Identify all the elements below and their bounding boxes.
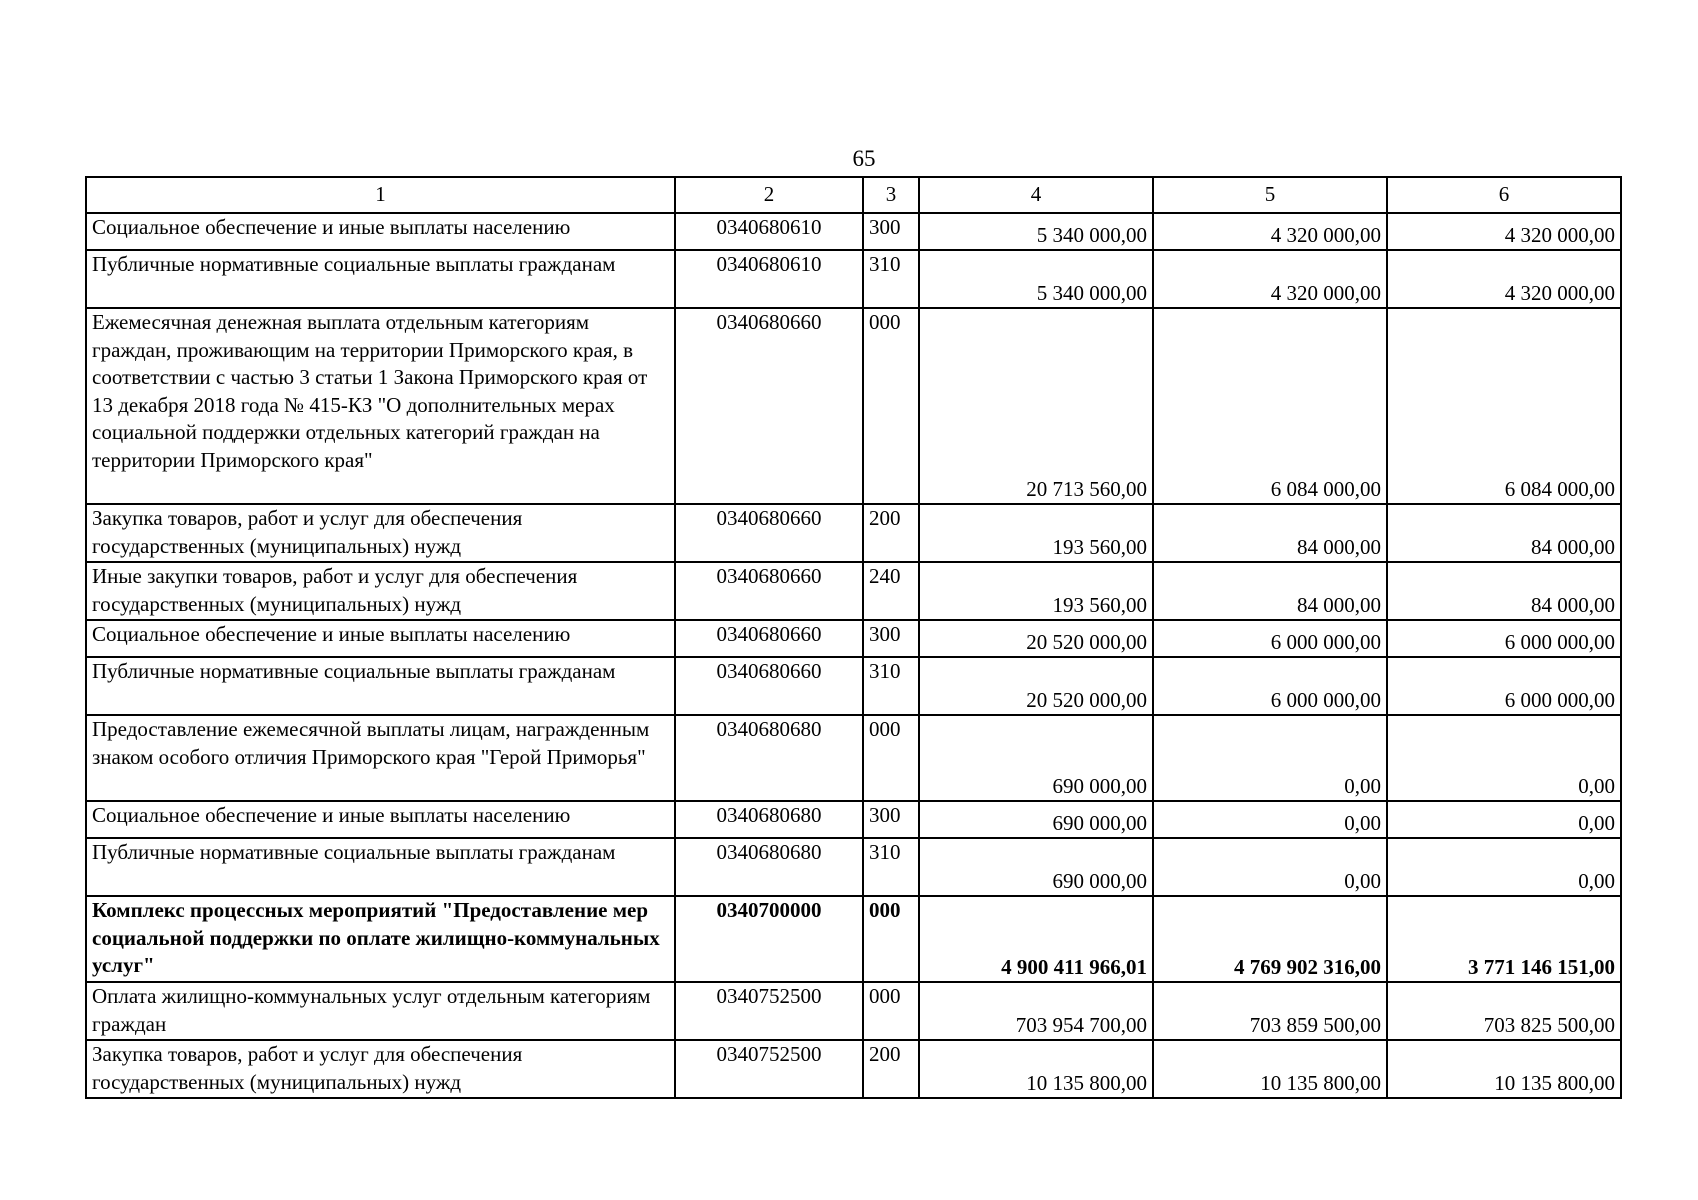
row-kvr-cell: 300 [863, 801, 919, 838]
row-name-cell: Закупка товаров, работ и услуг для обеспечения государственных (муниципальных) нужд [86, 504, 675, 562]
row-code-cell: 0340752500 [675, 1040, 863, 1098]
row-name-cell: Оплата жилищно-коммунальных услуг отдельным категориям граждан [86, 982, 675, 1040]
table-row [86, 896, 1621, 982]
row-amount-col4: 690 000,00 [919, 801, 1153, 838]
row-amount-col6: 6 000 000,00 [1387, 657, 1621, 715]
header-cell: 2 [675, 177, 863, 213]
row-kvr-cell: 200 [863, 1040, 919, 1098]
row-kvr-cell: 300 [863, 213, 919, 250]
table-row [86, 982, 1621, 1040]
table-row [86, 657, 1621, 715]
row-name-cell: Публичные нормативные социальные выплаты гражданам [86, 250, 675, 308]
row-kvr-cell: 000 [863, 896, 919, 982]
header-cell: 1 [86, 177, 675, 213]
row-amount-col4: 4 900 411 966,01 [919, 896, 1153, 982]
row-amount-col4: 703 954 700,00 [919, 982, 1153, 1040]
row-amount-col4: 10 135 800,00 [919, 1040, 1153, 1098]
row-code-cell: 0340680610 [675, 213, 863, 250]
row-amount-col6: 0,00 [1387, 838, 1621, 896]
row-amount-col6: 84 000,00 [1387, 504, 1621, 562]
row-amount-col6: 84 000,00 [1387, 562, 1621, 620]
row-amount-col5: 0,00 [1153, 715, 1387, 801]
table-row [86, 801, 1621, 838]
row-name-cell: Социальное обеспечение и иные выплаты населению [86, 620, 675, 657]
row-amount-col6: 10 135 800,00 [1387, 1040, 1621, 1098]
header-row [86, 177, 1621, 213]
header-cell: 4 [919, 177, 1153, 213]
row-name-cell: Публичные нормативные социальные выплаты гражданам [86, 657, 675, 715]
table-row [86, 1040, 1621, 1098]
row-name-cell: Иные закупки товаров, работ и услуг для обеспечения государственных (муниципальных) нужд [86, 562, 675, 620]
header-cell: 6 [1387, 177, 1621, 213]
row-name-cell: Предоставление ежемесячной выплаты лицам, награжденным знаком особого отличия Приморского края "Герой Приморья" [86, 715, 675, 801]
row-amount-col6: 6 084 000,00 [1387, 308, 1621, 504]
row-code-cell: 0340680660 [675, 620, 863, 657]
table-row [86, 715, 1621, 801]
row-code-cell: 0340680660 [675, 657, 863, 715]
row-code-cell: 0340680680 [675, 715, 863, 801]
row-name-cell: Комплекс процессных мероприятий "Предоставление мер социальной поддержки по оплате жилищно-коммунальных услуг" [86, 896, 675, 982]
row-amount-col5: 84 000,00 [1153, 562, 1387, 620]
row-kvr-cell: 000 [863, 308, 919, 504]
row-amount-col5: 10 135 800,00 [1153, 1040, 1387, 1098]
row-code-cell: 0340700000 [675, 896, 863, 982]
row-amount-col4: 20 713 560,00 [919, 308, 1153, 504]
row-amount-col6: 703 825 500,00 [1387, 982, 1621, 1040]
row-amount-col4: 690 000,00 [919, 838, 1153, 896]
table-row [86, 838, 1621, 896]
row-amount-col5: 84 000,00 [1153, 504, 1387, 562]
row-code-cell: 0340752500 [675, 982, 863, 1040]
row-code-cell: 0340680680 [675, 801, 863, 838]
row-amount-col5: 4 320 000,00 [1153, 250, 1387, 308]
row-code-cell: 0340680660 [675, 308, 863, 504]
header-cell: 3 [863, 177, 919, 213]
row-name-cell: Закупка товаров, работ и услуг для обеспечения государственных (муниципальных) нужд [86, 1040, 675, 1098]
row-kvr-cell: 310 [863, 657, 919, 715]
row-amount-col5: 703 859 500,00 [1153, 982, 1387, 1040]
row-amount-col6: 6 000 000,00 [1387, 620, 1621, 657]
row-amount-col5: 4 769 902 316,00 [1153, 896, 1387, 982]
row-kvr-cell: 310 [863, 838, 919, 896]
row-code-cell: 0340680660 [675, 562, 863, 620]
row-code-cell: 0340680680 [675, 838, 863, 896]
row-name-cell: Публичные нормативные социальные выплаты гражданам [86, 838, 675, 896]
table-row [86, 213, 1621, 250]
row-kvr-cell: 000 [863, 982, 919, 1040]
row-amount-col5: 0,00 [1153, 838, 1387, 896]
row-kvr-cell: 310 [863, 250, 919, 308]
table-row [86, 250, 1621, 308]
table-row [86, 308, 1621, 504]
table-row [86, 504, 1621, 562]
table-row [86, 620, 1621, 657]
table-row [86, 562, 1621, 620]
row-amount-col6: 0,00 [1387, 715, 1621, 801]
row-amount-col5: 6 000 000,00 [1153, 620, 1387, 657]
page-number: 65 [852, 146, 876, 171]
row-kvr-cell: 000 [863, 715, 919, 801]
row-amount-col4: 5 340 000,00 [919, 213, 1153, 250]
row-amount-col5: 0,00 [1153, 801, 1387, 838]
row-amount-col4: 193 560,00 [919, 504, 1153, 562]
budget-table [85, 176, 1622, 1099]
row-name-cell: Ежемесячная денежная выплата отдельным категориям граждан, проживающим на территории Приморского края, в соответствии с частью 3 статьи 1 Закона Приморского края от 13 декабря 2018 года № 415-КЗ "О дополнительных мерах социальной поддержки отдельных категорий граждан на территории Приморского края" [86, 308, 675, 504]
row-code-cell: 0340680660 [675, 504, 863, 562]
row-amount-col4: 20 520 000,00 [919, 657, 1153, 715]
row-amount-col4: 193 560,00 [919, 562, 1153, 620]
row-amount-col6: 3 771 146 151,00 [1387, 896, 1621, 982]
row-amount-col4: 5 340 000,00 [919, 250, 1153, 308]
row-amount-col4: 690 000,00 [919, 715, 1153, 801]
row-kvr-cell: 300 [863, 620, 919, 657]
row-amount-col6: 4 320 000,00 [1387, 250, 1621, 308]
header-cell: 5 [1153, 177, 1387, 213]
row-amount-col5: 4 320 000,00 [1153, 213, 1387, 250]
row-amount-col5: 6 084 000,00 [1153, 308, 1387, 504]
row-amount-col6: 4 320 000,00 [1387, 213, 1621, 250]
row-amount-col5: 6 000 000,00 [1153, 657, 1387, 715]
row-amount-col4: 20 520 000,00 [919, 620, 1153, 657]
row-name-cell: Социальное обеспечение и иные выплаты населению [86, 213, 675, 250]
row-kvr-cell: 200 [863, 504, 919, 562]
row-amount-col6: 0,00 [1387, 801, 1621, 838]
row-name-cell: Социальное обеспечение и иные выплаты населению [86, 801, 675, 838]
row-kvr-cell: 240 [863, 562, 919, 620]
row-code-cell: 0340680610 [675, 250, 863, 308]
